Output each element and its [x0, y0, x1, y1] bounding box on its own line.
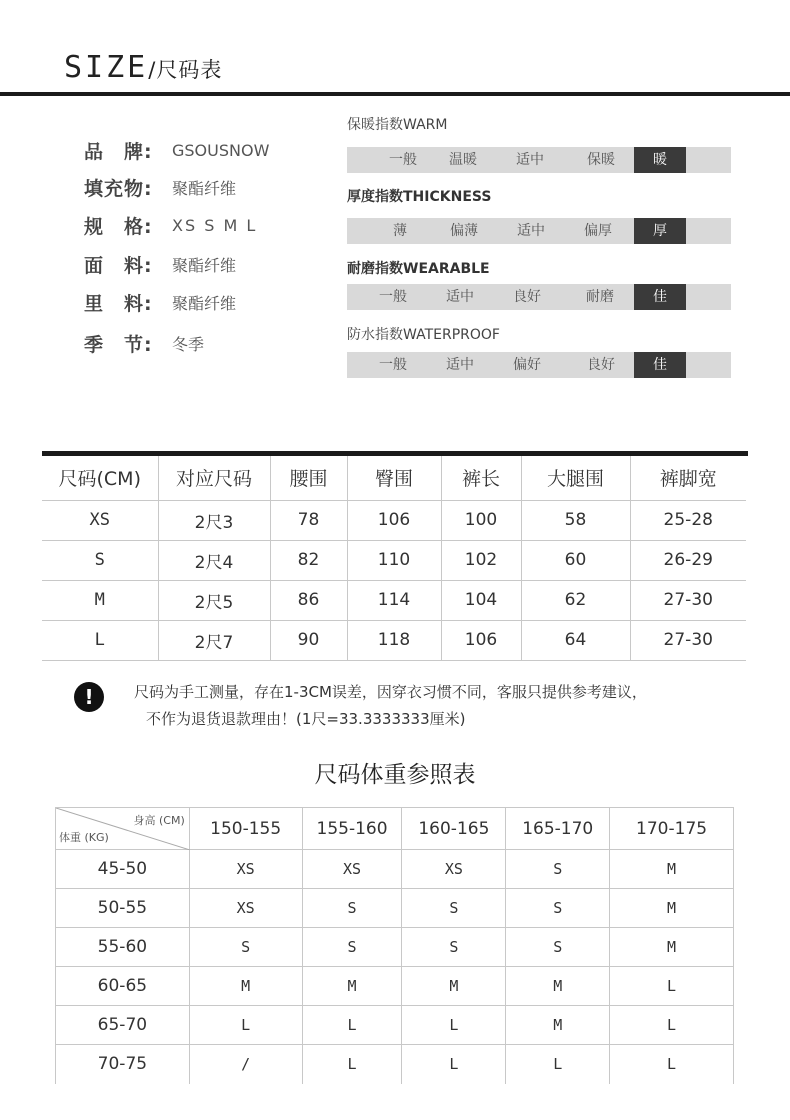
thickness-index-bar	[347, 218, 731, 244]
table-cell: 25-28	[630, 500, 746, 540]
column-header: 165-170	[506, 808, 610, 850]
size-cell: L	[302, 1006, 402, 1045]
size-cell: L	[302, 1045, 402, 1084]
size-cell: M	[610, 850, 734, 889]
size-cell: L	[610, 967, 734, 1006]
index-option: 偏好	[513, 357, 541, 373]
table-cell: 27-30	[630, 580, 746, 620]
size-table	[42, 456, 746, 661]
index-option: 适中	[446, 289, 474, 305]
table-cell: 2尺3	[158, 500, 270, 540]
spec-value: 聚酯纤维	[172, 178, 237, 198]
table-cell: 26-29	[630, 540, 746, 580]
table-cell: 58	[521, 500, 630, 540]
warmth-index-bar	[347, 147, 731, 173]
size-cell: L	[506, 1045, 610, 1084]
size-cell: S	[506, 928, 610, 967]
column-header: 尺码(CM)	[42, 456, 158, 500]
size-cell: M	[402, 967, 506, 1006]
index-option-selected: 佳	[634, 284, 686, 310]
index-option: 适中	[516, 152, 544, 168]
column-header: 对应尺码	[158, 456, 270, 500]
column-header: 臀围	[347, 456, 441, 500]
table-cell: S	[42, 540, 158, 580]
table-row	[42, 540, 746, 580]
index-option: 一般	[389, 152, 417, 168]
size-cell: XS	[302, 850, 402, 889]
size-cell: M	[610, 928, 734, 967]
column-header: 155-160	[302, 808, 402, 850]
index-option: 偏薄	[450, 223, 478, 239]
column-header: 腰围	[270, 456, 347, 500]
weight-axis-label: 体重 (KG)	[59, 831, 109, 844]
size-cell: S	[302, 928, 402, 967]
size-cell: S	[506, 850, 610, 889]
table-cell: 86	[270, 580, 347, 620]
spec-label: 规 格:	[84, 215, 153, 238]
weight-table-title: 尺码体重参照表	[314, 762, 476, 788]
weight-cell: 50-55	[56, 889, 190, 928]
table-row	[56, 889, 734, 928]
size-cell: XS	[189, 889, 302, 928]
column-header: 裤长	[441, 456, 521, 500]
table-cell: 64	[521, 620, 630, 660]
height-axis-label: 身高 (CM)	[133, 814, 185, 827]
table-cell: 110	[347, 540, 441, 580]
table-cell: 102	[441, 540, 521, 580]
header-divider	[0, 92, 790, 96]
index-option: 偏厚	[584, 223, 612, 239]
size-cell: L	[402, 1045, 506, 1084]
index-option: 良好	[587, 357, 615, 373]
table-cell: L	[42, 620, 158, 660]
table-cell: M	[42, 580, 158, 620]
table-cell: 118	[347, 620, 441, 660]
table-cell: 90	[270, 620, 347, 660]
corner-header	[56, 808, 190, 850]
index-option: 温暖	[449, 152, 477, 168]
spec-brand	[84, 137, 344, 163]
size-cell: S	[402, 928, 506, 967]
wear-index-bar	[347, 284, 731, 310]
size-cell: M	[506, 1006, 610, 1045]
table-cell: 114	[347, 580, 441, 620]
size-cell: M	[302, 967, 402, 1006]
warmth-index-title: 保暖指数WARM	[347, 117, 448, 133]
weight-cell: 60-65	[56, 967, 190, 1006]
spec-filling	[84, 174, 344, 200]
spec-fabric	[84, 251, 344, 277]
size-cell: L	[402, 1006, 506, 1045]
weight-cell: 70-75	[56, 1045, 190, 1084]
waterproof-index-bar	[347, 352, 731, 378]
index-option-selected: 佳	[634, 352, 686, 378]
size-cell: S	[506, 889, 610, 928]
index-option: 良好	[513, 289, 541, 305]
spec-value: 冬季	[172, 334, 205, 354]
size-cell: L	[610, 1045, 734, 1084]
spec-label: 里 料:	[84, 292, 153, 315]
thickness-index-title: 厚度指数THICKNESS	[347, 189, 492, 205]
column-header: 大腿围	[521, 456, 630, 500]
size-table-header	[42, 456, 746, 500]
size-cell: S	[189, 928, 302, 967]
spec-label: 面 料:	[84, 254, 153, 277]
table-cell: 78	[270, 500, 347, 540]
table-row	[56, 967, 734, 1006]
spec-sizes	[84, 212, 344, 238]
table-row	[56, 1045, 734, 1084]
size-cell: M	[189, 967, 302, 1006]
index-option: 一般	[379, 289, 407, 305]
table-cell: 2尺7	[158, 620, 270, 660]
page-title	[64, 50, 222, 85]
table-cell: 27-30	[630, 620, 746, 660]
size-cell: S	[402, 889, 506, 928]
warning-icon: !	[74, 682, 104, 712]
spec-label: 季 节:	[84, 333, 153, 356]
spec-value: 聚酯纤维	[172, 255, 237, 275]
column-header: 150-155	[189, 808, 302, 850]
size-cell: M	[506, 967, 610, 1006]
index-option-selected: 厚	[634, 218, 686, 244]
spec-lining	[84, 289, 344, 315]
table-cell: 2尺4	[158, 540, 270, 580]
index-option-selected: 暖	[634, 147, 686, 173]
index-option: 适中	[446, 357, 474, 373]
table-cell: 104	[441, 580, 521, 620]
index-option: 保暖	[587, 152, 615, 168]
table-cell: 100	[441, 500, 521, 540]
table-cell: 82	[270, 540, 347, 580]
table-cell: 106	[441, 620, 521, 660]
weight-cell: 45-50	[56, 850, 190, 889]
table-row	[42, 500, 746, 540]
size-cell: /	[189, 1045, 302, 1084]
weight-cell: 55-60	[56, 928, 190, 967]
table-row	[42, 580, 746, 620]
size-cell: L	[189, 1006, 302, 1045]
table-row	[42, 620, 746, 660]
wear-index-title: 耐磨指数WEARABLE	[347, 261, 490, 277]
table-cell: 106	[347, 500, 441, 540]
spec-season	[84, 330, 344, 356]
page-title-en: SIZE	[64, 50, 149, 85]
table-row	[56, 928, 734, 967]
size-cell: M	[610, 889, 734, 928]
column-header: 160-165	[402, 808, 506, 850]
weight-cell: 65-70	[56, 1006, 190, 1045]
index-option: 一般	[379, 357, 407, 373]
spec-value: XS S M L	[172, 215, 258, 235]
index-option: 薄	[393, 223, 407, 239]
index-option: 适中	[517, 223, 545, 239]
notice-line-1: 尺码为手工测量，存在1-3CM误差，因穿衣习惯不同，客服只提供参考建议，	[134, 683, 647, 701]
size-cell: S	[302, 889, 402, 928]
column-header: 裤脚宽	[630, 456, 746, 500]
size-cell: XS	[402, 850, 506, 889]
index-option: 耐磨	[586, 289, 614, 305]
waterproof-index-title: 防水指数WATERPROOF	[347, 327, 500, 343]
table-row	[56, 850, 734, 889]
spec-label: 填充物:	[84, 177, 153, 200]
table-cell: XS	[42, 500, 158, 540]
column-header: 170-175	[610, 808, 734, 850]
table-cell: 62	[521, 580, 630, 620]
spec-label: 品 牌:	[84, 140, 153, 163]
size-cell: XS	[189, 850, 302, 889]
notice-line-2: 不作为退货退款理由！(1尺=33.3333333厘米)	[146, 710, 466, 728]
size-cell: L	[610, 1006, 734, 1045]
weight-table	[55, 807, 734, 1084]
spec-value: 聚酯纤维	[172, 293, 237, 313]
table-row	[56, 1006, 734, 1045]
table-cell: 60	[521, 540, 630, 580]
spec-value: GSOUSNOW	[172, 140, 270, 160]
weight-table-header	[56, 808, 734, 850]
table-cell: 2尺5	[158, 580, 270, 620]
page-title-cn: /尺码表	[148, 58, 223, 82]
